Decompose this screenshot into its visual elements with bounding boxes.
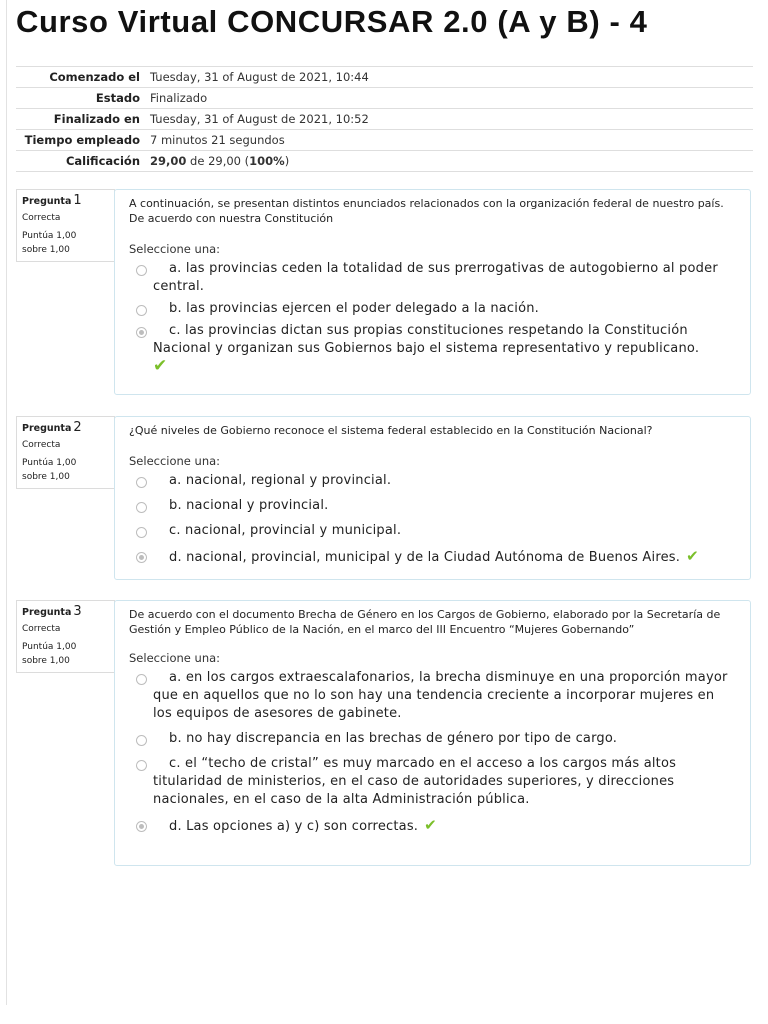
attempt-summary bbox=[16, 66, 753, 172]
check-icon: ✔ bbox=[424, 816, 437, 834]
select-prompt: Seleccione una: bbox=[129, 242, 221, 256]
radio-button[interactable] bbox=[136, 527, 147, 538]
summary-label: Tiempo empleado bbox=[16, 130, 146, 151]
radio-button[interactable] bbox=[136, 735, 147, 746]
summary-value: Tuesday, 31 of August de 2021, 10:52 bbox=[146, 109, 753, 130]
grade-close: ) bbox=[284, 154, 290, 168]
question-status: Correcta bbox=[22, 624, 61, 634]
question-info bbox=[16, 600, 115, 673]
answer-option[interactable] bbox=[129, 522, 736, 540]
question-points-of: sobre 1,00 bbox=[22, 656, 70, 666]
page-left-border bbox=[6, 0, 7, 1005]
question-points-of: sobre 1,00 bbox=[22, 245, 70, 255]
question-number: 1 bbox=[73, 193, 82, 208]
answer-option[interactable] bbox=[129, 816, 736, 836]
question-box bbox=[114, 416, 751, 580]
grade-score: 29,00 bbox=[150, 154, 187, 168]
grade-percent: 100% bbox=[249, 154, 285, 168]
question-number: 2 bbox=[73, 420, 82, 435]
summary-label: Finalizado en bbox=[16, 109, 146, 130]
grade-of: de 29,00 ( bbox=[190, 154, 250, 168]
answer-text: b. no hay discrepancia en las brechas de género por tipo de cargo. bbox=[169, 731, 618, 746]
question-points: Puntúa 1,00 bbox=[22, 458, 77, 468]
radio-button-selected[interactable] bbox=[136, 327, 147, 338]
answer-option[interactable] bbox=[129, 497, 736, 515]
page-title: Curso Virtual CONCURSAR 2.0 (A y B) - 4 bbox=[16, 4, 648, 39]
answer-option[interactable] bbox=[129, 322, 736, 374]
summary-row-time bbox=[16, 130, 753, 151]
answer-option[interactable] bbox=[129, 300, 736, 318]
summary-row-finished bbox=[16, 109, 753, 130]
answer-text: c. el “techo de cristal” es muy marcado en el acceso a los cargos más altos titularidad de ministerios, en el caso de autoridades superiores, y direcciones nacionales, en el caso de la alta Administración pública. bbox=[153, 756, 677, 807]
summary-row-state bbox=[16, 88, 753, 109]
summary-label: Estado bbox=[16, 88, 146, 109]
question-status: Correcta bbox=[22, 440, 61, 450]
radio-button[interactable] bbox=[136, 265, 147, 276]
grade-value bbox=[146, 151, 753, 172]
question-heading bbox=[22, 194, 114, 209]
select-prompt: Seleccione una: bbox=[129, 651, 221, 665]
radio-button[interactable] bbox=[136, 502, 147, 513]
question-box bbox=[114, 189, 751, 395]
question-text: De acuerdo con el documento Brecha de Género en los Cargos de Gobierno, elaborado por la Secretaría de Gestión y Empleo Público de la Nación, en el marco del III Encuentro “Mujeres Gobernando” bbox=[129, 608, 721, 636]
radio-button[interactable] bbox=[136, 760, 147, 771]
radio-button-selected[interactable] bbox=[136, 552, 147, 563]
summary-value: Finalizado bbox=[146, 88, 753, 109]
answer-text: a. en los cargos extraescalafonarios, la brecha disminuye en una proporción mayor que en aquellos que no lo son hay una tendencia creciente a incorporar mujeres en los equipos de asesores de gabinete. bbox=[153, 670, 728, 721]
question-number: 3 bbox=[73, 604, 82, 619]
question-points: Puntúa 1,00 bbox=[22, 231, 77, 241]
answer-option[interactable] bbox=[129, 669, 736, 723]
question-box bbox=[114, 600, 751, 866]
question-heading-label: Pregunta bbox=[22, 423, 72, 434]
question-info bbox=[16, 189, 115, 262]
question-heading bbox=[22, 421, 114, 436]
answer-text: c. nacional, provincial y municipal. bbox=[169, 523, 402, 538]
question-info bbox=[16, 416, 115, 489]
answer-text: a. nacional, regional y provincial. bbox=[169, 473, 392, 488]
summary-row-started bbox=[16, 67, 753, 88]
question-status: Correcta bbox=[22, 213, 61, 223]
question-heading-label: Pregunta bbox=[22, 607, 72, 618]
answer-option[interactable] bbox=[129, 547, 736, 567]
question-points-of: sobre 1,00 bbox=[22, 472, 70, 482]
radio-button[interactable] bbox=[136, 477, 147, 488]
radio-button[interactable] bbox=[136, 305, 147, 316]
radio-button[interactable] bbox=[136, 674, 147, 685]
summary-label: Calificación bbox=[16, 151, 146, 172]
answer-text: b. nacional y provincial. bbox=[169, 498, 329, 513]
answer-text: c. las provincias dictan sus propias constituciones respetando la Constitución Nacional y organizan sus Gobiernos bajo el sistema representativo y republicano. bbox=[153, 323, 700, 356]
summary-value: 7 minutos 21 segundos bbox=[146, 130, 753, 151]
answer-text: d. nacional, provincial, municipal y de la Ciudad Autónoma de Buenos Aires. bbox=[169, 550, 681, 565]
radio-button-selected[interactable] bbox=[136, 821, 147, 832]
question-text: ¿Qué niveles de Gobierno reconoce el sistema federal establecido en la Constitución Nacional? bbox=[129, 424, 653, 437]
summary-label: Comenzado el bbox=[16, 67, 146, 88]
summary-row-grade bbox=[16, 151, 753, 172]
answer-option[interactable] bbox=[129, 755, 736, 809]
answer-text: a. las provincias ceden la totalidad de sus prerrogativas de autogobierno al poder central. bbox=[153, 261, 718, 294]
check-icon: ✔ bbox=[153, 356, 168, 376]
question-heading bbox=[22, 605, 114, 620]
answer-option[interactable] bbox=[129, 472, 736, 490]
summary-value: Tuesday, 31 of August de 2021, 10:44 bbox=[146, 67, 753, 88]
answer-text: d. Las opciones a) y c) son correctas. bbox=[169, 819, 419, 834]
answer-option[interactable] bbox=[129, 260, 736, 296]
question-text: A continuación, se presentan distintos enunciados relacionados con la organización federal de nuestro país. De acuerdo con nuestra Constitución bbox=[129, 197, 724, 225]
question-heading-label: Pregunta bbox=[22, 196, 72, 207]
check-icon: ✔ bbox=[686, 547, 699, 565]
select-prompt: Seleccione una: bbox=[129, 454, 221, 468]
answer-option[interactable] bbox=[129, 730, 736, 748]
question-points: Puntúa 1,00 bbox=[22, 642, 77, 652]
answer-text: b. las provincias ejercen el poder delegado a la nación. bbox=[169, 301, 540, 316]
